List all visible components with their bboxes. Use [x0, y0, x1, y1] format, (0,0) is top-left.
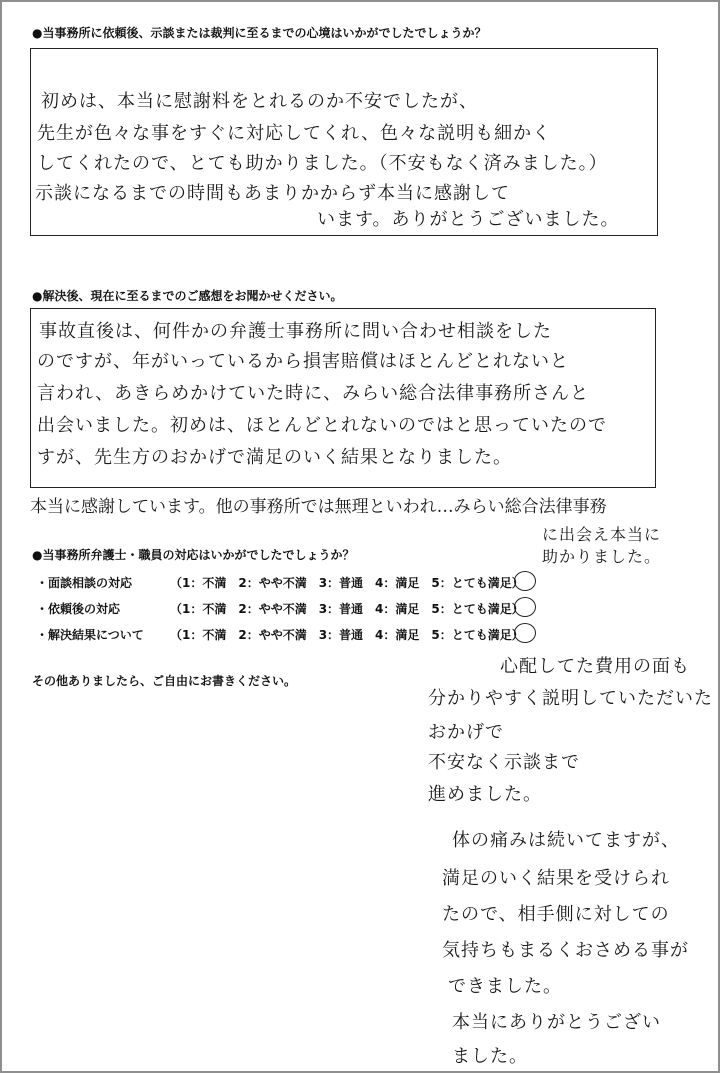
answer-4-line-10: できました。 [448, 976, 562, 997]
answer-1-line-4: 示談になるまでの時間もあまりかからず本当に感謝して [35, 183, 510, 204]
rating-label: ・面談相談の対応 [36, 576, 133, 590]
rating-label: ・依頼後の対応 [36, 602, 121, 616]
answer-4-line-9: 気持ちもまるくおさめる事が [442, 940, 689, 961]
question-3-title: ●当事務所弁護士・職員の対応はいかがでしたでしょうか？ [32, 548, 355, 562]
rating-options: （1：不満 2：やや不満 3：普通 4：満足 5：とても満足） [170, 602, 524, 616]
answer-2-line-3: 言われ、あきらめかけていた時に、みらい総合法律事務所さんと [37, 383, 590, 404]
answer-4-line-5: 進めました。 [428, 784, 542, 805]
rating-row-consultation [36, 574, 524, 591]
answer-2-overflow-line-3: 助かりました。 [542, 547, 662, 566]
answer-2-line-1: 事故直後は、何件かの弁護士事務所に問い合わせ相談をした [39, 321, 552, 342]
answer-1-line-3: してくれたので、とても助かりました。（不安もなく済みました。） [37, 153, 608, 174]
answer-4-line-11: 本当にありがとうござい [452, 1012, 661, 1033]
answer-4-line-2: 分かりやすく説明していただいた [428, 688, 713, 709]
answer-1-line-5: います。ありがとうございました。 [317, 209, 620, 230]
question-2-title: ●解決後、現在に至るまでのご感想をお聞かせください。 [32, 289, 343, 303]
question-4-title: その他ありましたら、ご自由にお書きください。 [32, 674, 297, 688]
answer-2-overflow-line-2: に出会え本当に [542, 525, 662, 544]
selected-circle-mark [514, 623, 536, 643]
answer-4-line-1: 心配してた費用の面も [500, 656, 690, 677]
rating-options: （1：不満 2：やや不満 3：普通 4：満足 5：とても満足） [170, 576, 524, 590]
answer-2-line-5: すが、先生方のおかげで満足のいく結果となりました。 [37, 447, 512, 468]
answer-4-line-8: たので、相手側に対しての [442, 904, 670, 925]
answer-2-line-4: 出会いました。初めは、ほとんどとれないのではと思っていたので [37, 415, 607, 436]
selected-circle-mark [514, 571, 536, 591]
answer-4-line-4: 不安なく示談まで [428, 752, 580, 773]
question-2-answer-box [30, 308, 656, 488]
rating-row-result [36, 626, 524, 643]
rating-label: ・解決結果について [36, 628, 144, 642]
rating-row-after-request [36, 600, 524, 617]
selected-circle-mark [514, 597, 536, 617]
answer-2-line-2: のですが、年がいっているから損害賠償はほとんどとれないと [37, 351, 569, 372]
answer-4-line-3: おかげで [428, 722, 504, 743]
rating-options: （1：不満 2：やや不満 3：普通 4：満足 5：とても満足） [170, 628, 524, 642]
answer-1-line-1: 初めは、本当に慰謝料をとれるのか不安でしたが、 [41, 91, 478, 112]
question-1-answer-box [30, 48, 658, 236]
answer-4-line-7: 満足のいく結果を受けられ [442, 868, 670, 889]
question-1-title: ●当事務所に依頼後、示談または裁判に至るまでの心境はいかがでしたでしょうか？ [32, 26, 487, 40]
answer-4-line-6: 体の痛みは続いてますが、 [452, 830, 680, 851]
answer-1-line-2: 先生が色々な事をすぐに対応してくれ、色々な説明も細かく [37, 123, 552, 144]
answer-2-overflow-line-1: 本当に感謝しています。他の事務所では無理といわれ…みらい総合法律事務 [30, 497, 607, 517]
answer-4-line-12: ました。 [452, 1046, 528, 1067]
